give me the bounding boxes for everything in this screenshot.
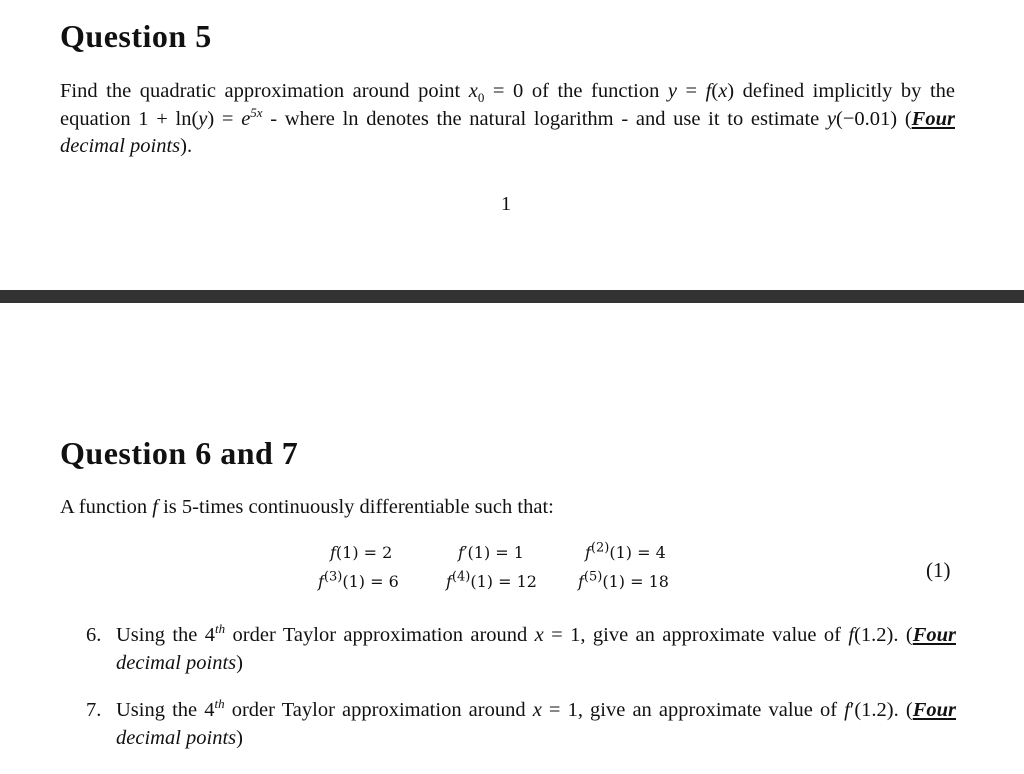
eq-fprime1: f′(1) = 1 [458,543,524,562]
four-emphasis: Four [912,624,957,646]
eq-f4: $f^{(4)}(1) = 12$ [446,569,537,591]
question-6-item: 6. Using the 4th order Taylor approximation around x = 1, give an approximate value of f(1.2). (Four decimal points) [86,621,957,674]
question-6-7-intro: A function f is 5-times continuously differentiable such that: [60,496,554,518]
four-emphasis: Four [912,699,956,721]
question-5-heading: Question 5 [60,18,212,54]
question-7-item: 7. Using the 4th order Taylor approximation around x = 1, give an approximate value of f′(1.2). (Four decimal points) [86,696,956,749]
question-5-text: Find the quadratic approximation around point $x_0 = 0$ of the function y = f(x) defined implicitly by the equation $1 + \ln(y) = e^{5x}$ - where ln denotes the natural logarithm - and use it to estimate y(−0.01) (Four decimal points). [60,80,956,157]
page-divider [0,290,1024,303]
eq-f1: f(1) = 2 [330,543,393,562]
four-emphasis: Four [911,107,955,130]
page-top [0,0,1024,290]
question-6-7-heading: Question 6 and 7 [60,435,299,471]
eq-f2: $f^{(2)}(1) = 4$ [585,540,666,562]
equation-number: (1) [926,558,951,582]
page-number: 1 [501,193,511,215]
eq-f5: $f^{(5)}(1) = 18$ [578,569,669,591]
eq-f3: $f^{(3)}(1) = 6$ [318,569,399,591]
